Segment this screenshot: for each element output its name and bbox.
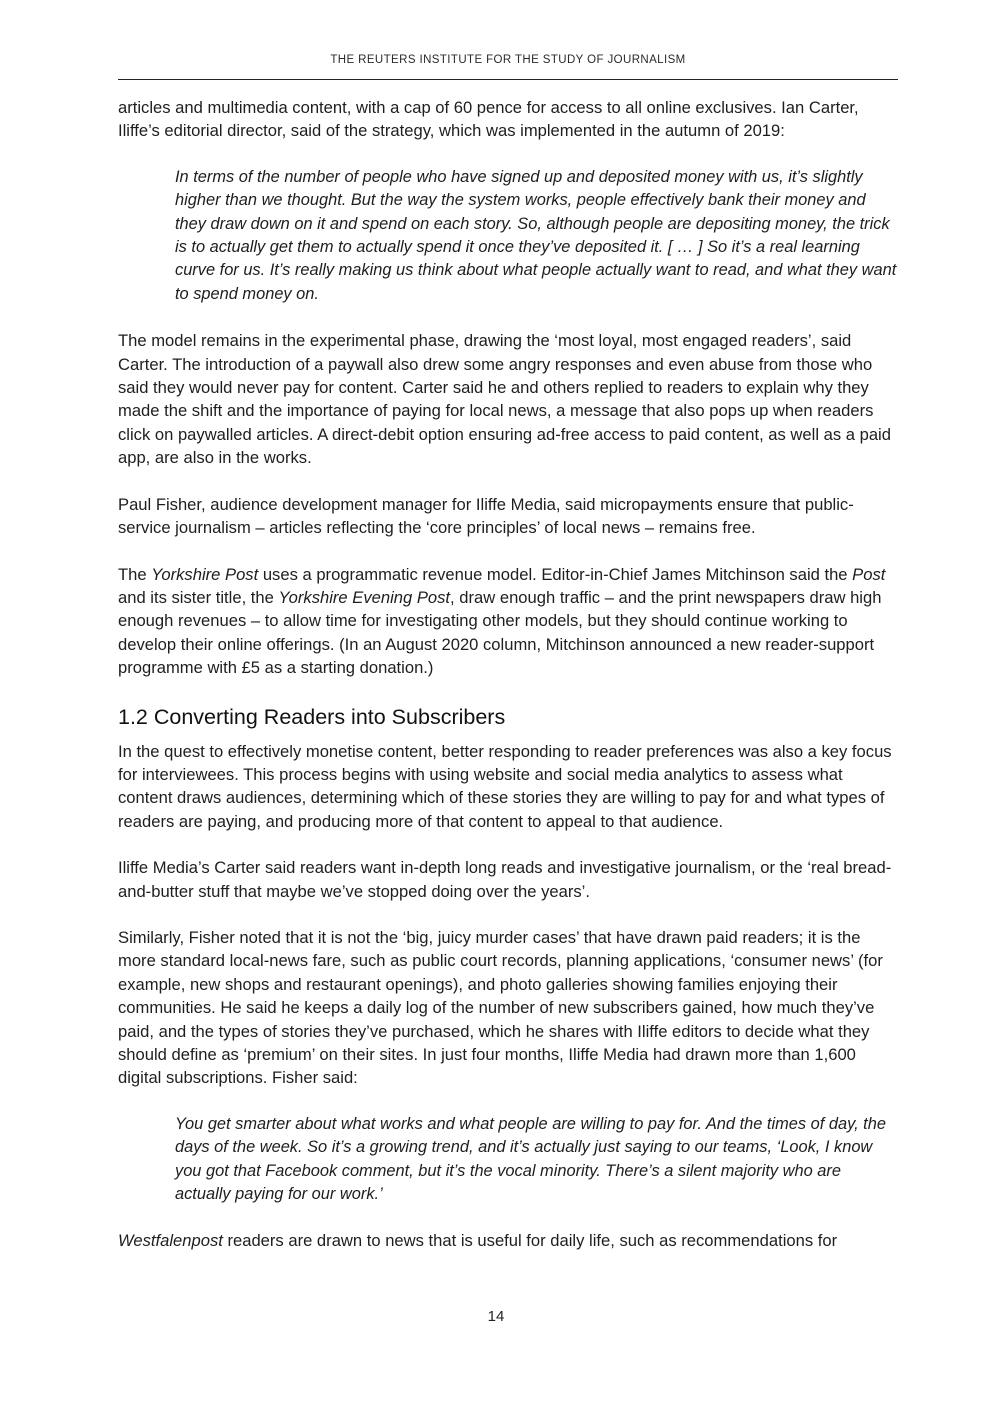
- body-text: [118, 96, 900, 1276]
- paragraph-6: Iliffe Media’s Carter said readers want in-depth long reads and investigative journalism, or the ‘real bread-and-butter stuff that maybe we’ve stopped doing over the years’.: [118, 858, 892, 901]
- text-run: The: [118, 564, 152, 584]
- publication-title: Post: [852, 564, 886, 584]
- text-run: and its sister title, the: [118, 587, 279, 607]
- paragraph-5: In the quest to effectively monetise content, better responding to reader preferences was also a key focus for interviewees. This process begins with using website and social media analytics to assess what content draws audiences, determining which of these stories they are willing to pay for and what types of readers are paying, and producing more of that content to appeal to that audience.: [118, 741, 892, 831]
- paragraph-1: articles and multimedia content, with a cap of 60 pence for access to all online exclusives. Ian Carter, Iliffe’s editorial director, said of the strategy, which was implemented in the autumn of 2019:: [118, 98, 859, 141]
- header-divider: [118, 79, 898, 80]
- section-heading: 1.2 Converting Readers into Subscribers: [118, 704, 506, 729]
- paragraph-7: Similarly, Fisher noted that it is not the ‘big, juicy murder cases’ that have drawn paid readers; it is the more standard local-news fare, such as public court records, planning applications, ‘consumer news’ (for example, new shops and restaurant openings), and photo galleries showing families enjoying their communities. He said he keeps a daily log of the number of new subscribers gained, how much they’ve paid, and the types of stories they’ve purchased, which he shares with Iliffe editors to decide what they should define as ‘premium’ on their sites. In just four months, Iliffe Media had drawn more than 1,600 digital subscriptions. Fisher said:: [118, 927, 883, 1088]
- text-run: uses a programmatic revenue model. Editor-in-Chief James Mitchinson said the: [258, 564, 853, 584]
- paragraph-8: [118, 1229, 900, 1252]
- publication-title: Yorkshire Post: [151, 564, 259, 584]
- block-quote-1: In terms of the number of people who have signed up and deposited money with us, it’s slightly higher than we thought. But the way the system works, people effectively bank their money and they draw down on it and spend on each story. So, although people are depositing money, the trick is to actually get them to actually spend it once they’ve deposited it. [ … ] So it’s a real learning curve for us. It’s really making us think about what people actually want to read, and what they want to spend money on.: [175, 167, 897, 303]
- publication-title: Westfalenpost: [118, 1231, 223, 1251]
- paragraph-2: The model remains in the experimental phase, drawing the ‘most loyal, most engaged readers’, said Carter. The introduction of a paywall also drew some angry responses and even abuse from those who said they would never pay for content. Carter said he and others replied to readers to explain why they made the shift and the importance of paying for local news, a message that also pops up when readers click on paywalled articles. A direct-debit option ensuring ad-free access to paid content, as well as a paid app, are also in the works.: [118, 331, 891, 468]
- paragraph-3: Paul Fisher, audience development manager for Iliffe Media, said micropayments ensure that public-service journalism – articles reflecting the ‘core principles’ of local news – remains free.: [118, 494, 854, 538]
- block-quote-2: You get smarter about what works and what people are willing to pay for. And the times of day, the days of the week. So it’s a growing trend, and it’s actually just saying to our teams, ‘Look, I know you got that Facebook comment, but it’s the vocal minority. There’s a silent majority who are actually paying for our work.’: [175, 1114, 886, 1204]
- paragraph-4: [118, 563, 900, 680]
- text-run: , draw enough traffic – and the print newspapers draw high enough revenues – to allow time for investigating other models, but they should continue working to develop their online offerings. (In an August 2020 column, Mitchinson announced a new reader-support programme with £5 as a starting donation.): [118, 587, 882, 678]
- publication-title: Yorkshire Evening Post: [278, 587, 451, 607]
- running-header: THE REUTERS INSTITUTE FOR THE STUDY OF JOURNALISM: [330, 54, 686, 66]
- text-run: readers are drawn to news that is useful for daily life, such as recommendations for: [222, 1231, 838, 1251]
- page-number: 14: [487, 1308, 505, 1325]
